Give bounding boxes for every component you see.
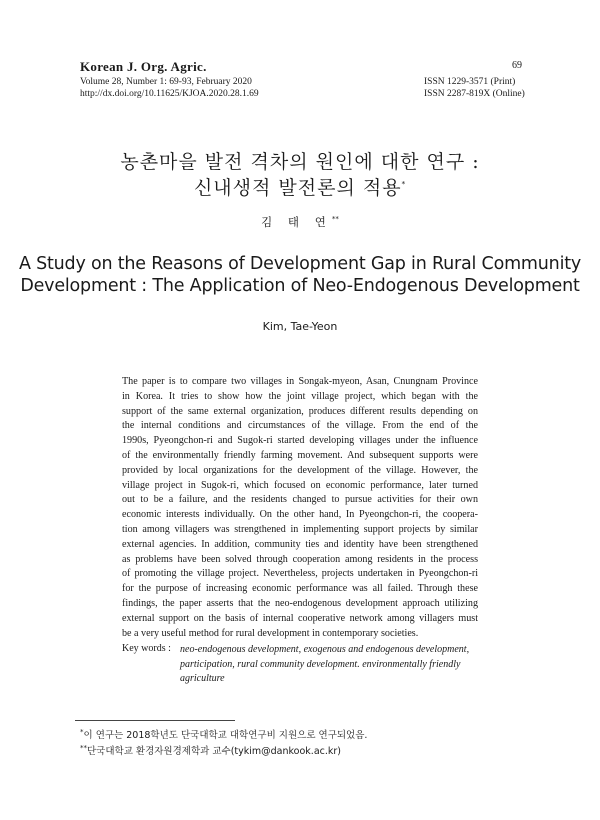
footnote-1-mark: *	[80, 727, 84, 736]
footnote-divider	[75, 720, 235, 721]
issn-print: ISSN 1229-3571 (Print)	[424, 77, 516, 87]
abstract-line: of promoting the village project. Nevertheless, projects undertaken in Pyeongchon-ri	[122, 568, 478, 580]
korean-title-line-2: 신내생적 발전론의 적용*	[193, 177, 407, 199]
footnote-1: *이 연구는 2018학년도 단국대학교 대학연구비 지원으로 연구되었음.	[80, 727, 368, 741]
abstract-line: for the purpose of increasing economic performance was all failed. Through these	[122, 583, 478, 595]
abstract-line: 1990s, Pyeongchon-ri and Sugok-ri started developing villages under the influence	[122, 435, 478, 447]
abstract-line: in Korea. It tries to show how the joint village project, which began with the	[122, 390, 478, 402]
title-footnote-mark: *	[401, 180, 407, 189]
abstract-line: village project in Sugok-ri, which focused on economic performance, later turned	[122, 479, 478, 491]
keywords-label: Key words :	[122, 643, 171, 654]
abstract-line: provided by local organizations for the development of the village. However, the	[122, 464, 478, 476]
abstract-line: The paper is to compare two villages in Songak-myeon, Asan, Cnungnam Province	[122, 376, 478, 387]
english-title-line-1: A Study on the Reasons of Development Gap in Rural Community	[18, 254, 582, 274]
page-number: 69	[512, 60, 522, 71]
abstract-line: be a very useful method for rural development in contemporary societies.	[122, 627, 419, 639]
abstract-line: as problems have been solved through cooperation among residents in the process	[122, 553, 478, 565]
abstract	[122, 375, 478, 641]
keywords-line: agriculture	[180, 673, 225, 684]
footnote-2-mark: **	[80, 743, 87, 752]
abstract-line: external support on the basis of internal cooperative network among villagers must	[122, 612, 478, 624]
keywords-line: participation, rural community development. environmentally friendly	[180, 658, 461, 670]
abstract-line: of the environmentally friendly farming movement. And subsequent supports were	[122, 449, 478, 461]
korean-title-line-1: 농촌마을 발전 격차의 원인에 대한 연구 :	[120, 151, 480, 173]
footnote-2: **단국대학교 환경자원경제학과 교수(tykim@dankook.ac.kr)	[80, 743, 342, 757]
doi-line: http://dx.doi.org/10.11625/KJOA.2020.28.1.69	[80, 89, 259, 99]
english-author: Kim, Tae-Yeon	[262, 320, 338, 333]
abstract-line: external agencies. In addition, community ties and identity have been strengthened	[122, 538, 478, 550]
keywords-line: neo-endogenous development, exogenous and endogenous development,	[180, 644, 470, 655]
english-title-line-2: Development : The Application of Neo-Endogenous Development	[20, 276, 580, 296]
abstract-line: out to be a failure, and the residents changed to pursue activities for their own	[122, 494, 478, 506]
keywords-list	[180, 643, 480, 687]
author-footnote-mark: **	[331, 215, 339, 224]
korean-author: 김 태 연**	[261, 215, 339, 229]
abstract-line: tion among villagers was strengthened in implementing support projects by similar	[122, 523, 478, 535]
volume-line: Volume 28, Number 1: 69-93, February 2020	[80, 77, 252, 87]
journal-name: Korean J. Org. Agric.	[80, 59, 207, 74]
abstract-line: findings, the paper asserts that the neo-endogenous development approach utilizing	[122, 597, 478, 609]
issn-online: ISSN 2287-819X (Online)	[424, 89, 525, 99]
abstract-line: the internal conditions and circumstances of the village. From the end of the	[122, 420, 478, 432]
abstract-line: support of the same external organization, produces different results depending on	[122, 405, 478, 417]
abstract-line: economic interests individually. On the other hand, In Pyeongchon-ri, the coopera-	[122, 509, 478, 521]
